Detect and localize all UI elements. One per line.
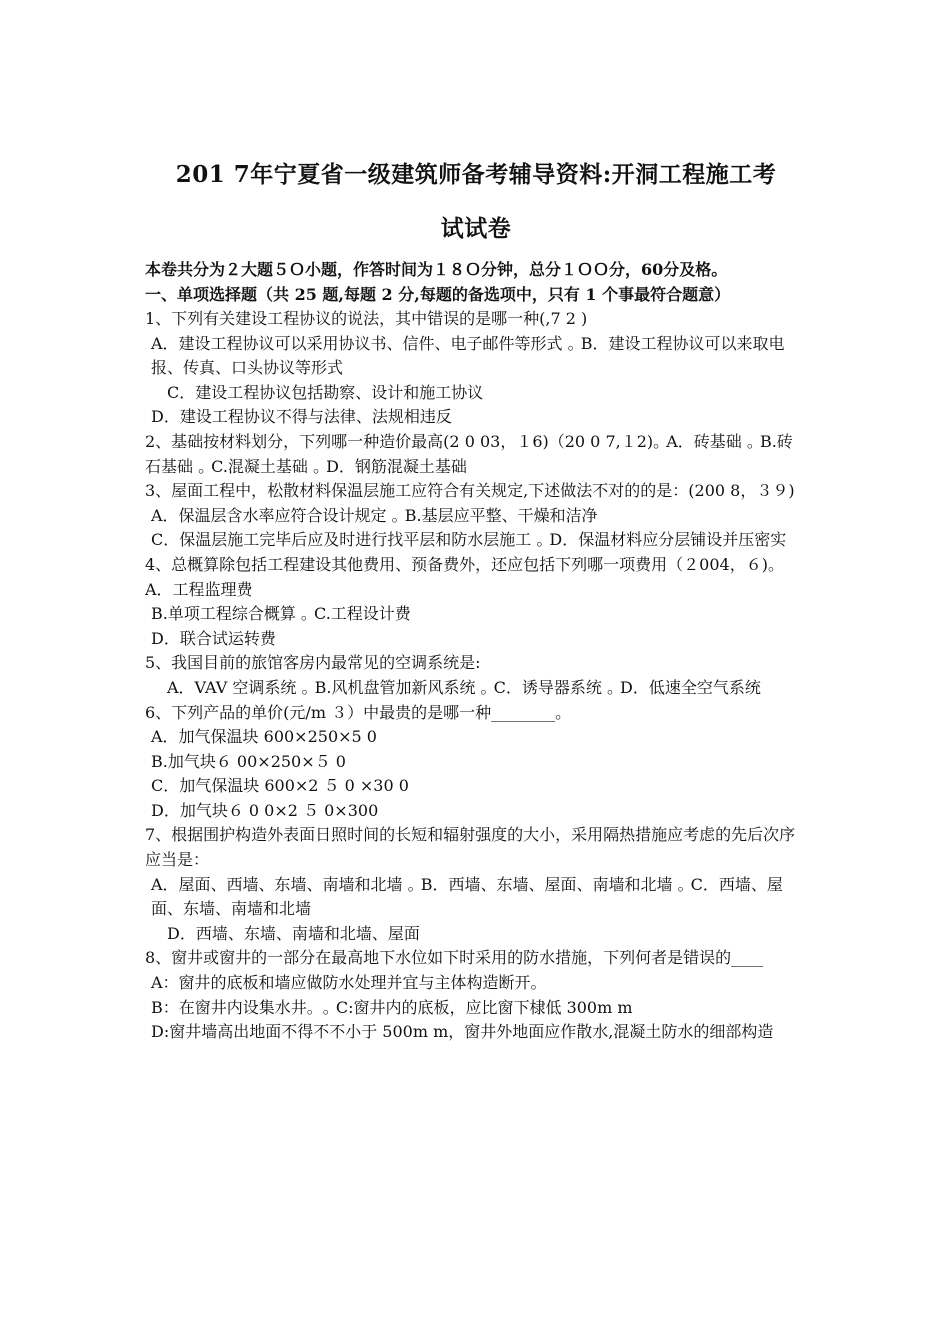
document-page xyxy=(145,148,807,1045)
question-6-option-a: A．加气保温块 600×250×5 0 xyxy=(151,727,377,747)
question-8: 8、窗井或窗井的一部分在最高地下水位如下时采用的防水措施，下列何者是错误的____ xyxy=(145,948,764,968)
question-4-options-bc: B.单项工程综合概算 ｡ C.工程设计费 xyxy=(151,604,411,624)
exam-intro: 本卷共分为２大题５Ｏ小题，作答时间为１８Ｏ分钟，总分１ＯＯ分，60分及格。 xyxy=(145,260,728,279)
question-8-option-a: A：窗井的底板和墙应做防水处理并宜与主体构造断开。 xyxy=(151,973,547,993)
question-6-option-b: B.加气块６ 00×250×５ 0 xyxy=(151,751,346,771)
question-3-options-cd: C．保温层施工完毕后应及时进行找平层和防水层施工 ｡ D．保温材料应分层铺设并压密实 xyxy=(151,530,787,550)
page-title xyxy=(145,148,807,256)
question-8-option-d: D:窗井墙高出地面不得不不小于 500m m，窗井外地面应作散水,混凝土防水的细部构造 xyxy=(151,1022,774,1042)
question-3-options-ab: A．保温层含水率应符合设计规定 ｡ B.基层应平整、干燥和洁净 xyxy=(151,505,598,525)
title-line-2: 试试卷 xyxy=(440,215,512,242)
question-6-option-d: D．加气块６ 0 0×2 ５ 0×300 xyxy=(151,800,379,820)
question-7-option-d: D．西墙、东墙、南墙和北墙、屋面 xyxy=(167,923,420,943)
question-7: 7、根据围护构造外表面日照时间的长短和辐射强度的大小，采用隔热措施应考虑的先后次序应当是： xyxy=(145,825,796,870)
title-line-1: 201 7年宁夏省一级建筑师备考辅导资料:开洞工程施工考 xyxy=(175,161,777,188)
question-5: 5、我国目前的旅馆客房内最常见的空调系统是: xyxy=(145,653,481,673)
question-1-options-ab: A．建设工程协议可以采用协议书、信件、电子邮件等形式 ｡ B．建设工程协议可以来取电报、传真、口头协议等形式 xyxy=(151,333,785,378)
question-6: 6、下列产品的单价(元/m ３）中最贵的是哪一种________。 xyxy=(145,702,572,722)
question-1: 1、下列有关建设工程协议的说法，其中错误的是哪一种(,7 2 ) xyxy=(145,309,588,328)
question-4: 4、总概算除包括工程建设其他费用、预备费外，还应包括下列哪一项费用（２004，６)｡ A．工程监理费 xyxy=(145,554,776,599)
question-2: 2、基础按材料划分，下列哪一种造价最高(2 0 03，１6)（20 0 7,１2)｡ A．砖基础 ｡ B.砖石基础 ｡ C.混凝土基础 ｡ D．钢筋混凝土基础 xyxy=(145,431,793,476)
question-8-options-bc: B：在窗井内设集水井。｡ C:窗井内的底板，应比窗下棣低 300m m xyxy=(151,997,633,1017)
question-1-option-c: C．建设工程协议包括勘察、设计和施工协议 xyxy=(167,382,484,402)
question-5-options: A．VAV 空调系统 ｡ B.风机盘管加新风系统 ｡ C．诱导器系统 ｡ D．低速全空气系统 xyxy=(167,677,761,697)
question-6-option-c: C．加气保温块 600×2 ５ 0 ×30 0 xyxy=(151,776,409,796)
question-3: 3、屋面工程中，松散材料保温层施工应符合有关规定,下述做法不对的的是：(200 8，３９) xyxy=(145,481,795,501)
question-7-options-abc: A．屋面、西墙、东墙、南墙和北墙 ｡ B．西墙、东墙、屋面、南墙和北墙 ｡ C．西墙、屋面、东墙、南墙和北墙 xyxy=(151,874,783,919)
question-1-option-d: D．建设工程协议不得与法律、法规相违反 xyxy=(151,407,452,427)
question-4-option-d: D．联合试运转费 xyxy=(151,628,276,648)
section-heading: 一、单项选择题（共 25 题,每题 2 分,每题的备选项中，只有 1 个事最符合题意） xyxy=(145,284,731,304)
